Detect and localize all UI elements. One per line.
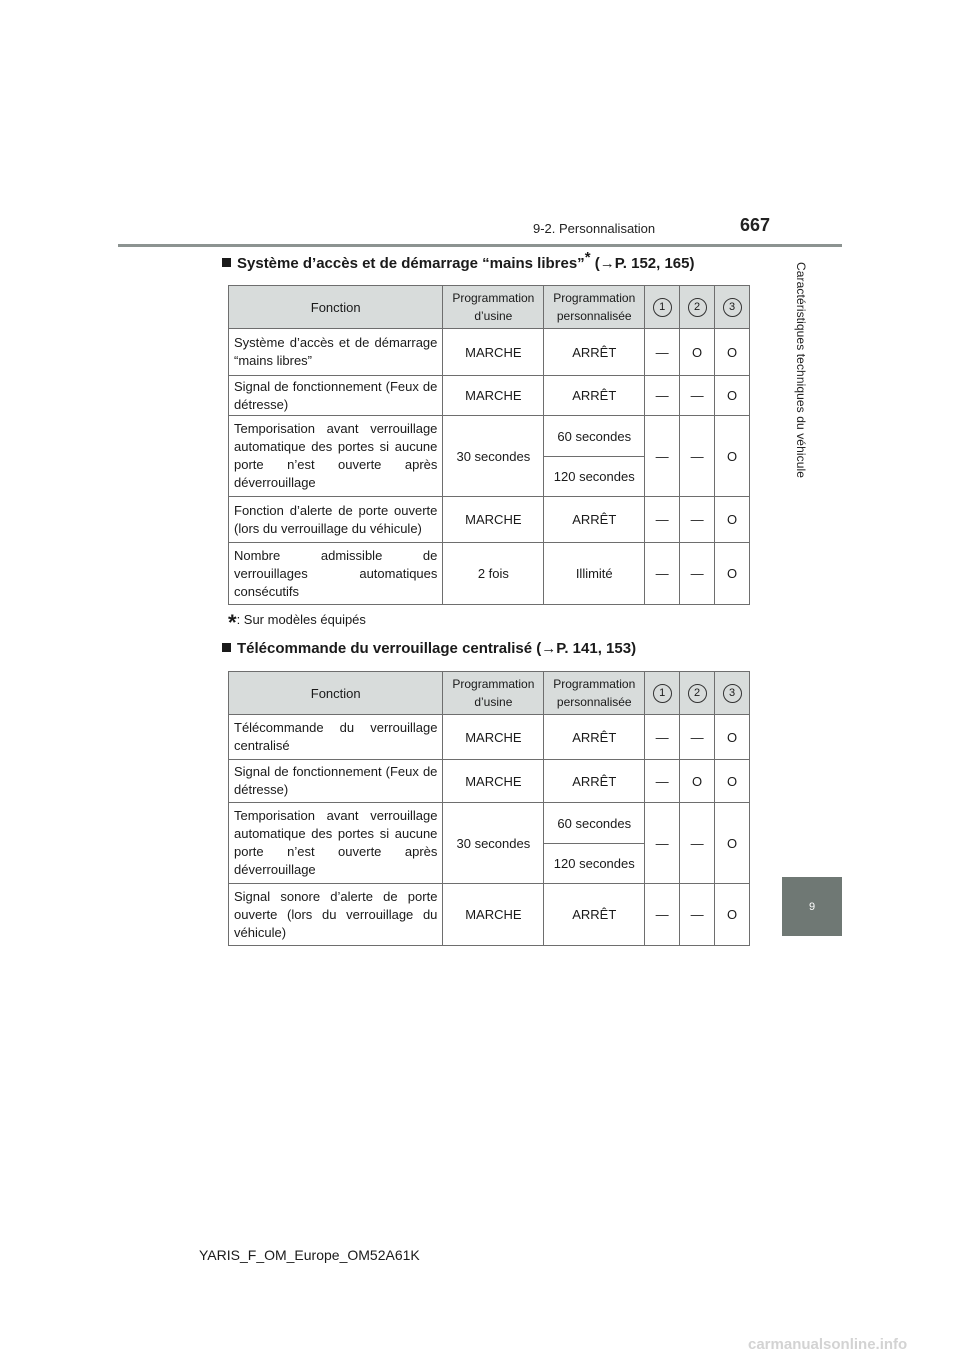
cell-method-3: O	[715, 884, 750, 946]
cell-method-3: O	[715, 329, 750, 376]
column-header-3	[715, 672, 750, 715]
cell-factory: MARCHE	[443, 715, 544, 760]
cell-method-3: O	[715, 803, 750, 884]
cell-method-2: —	[680, 416, 715, 497]
cell-method-3: O	[715, 376, 750, 416]
header-divider	[118, 244, 842, 247]
cell-method-3: O	[715, 760, 750, 803]
cell-method-1: —	[645, 416, 680, 497]
section-title-remote-keyless	[222, 640, 636, 657]
section-title-text: Système d’accès et de démarrage “mains libres”	[237, 255, 585, 272]
cell-custom: ARRÊT	[544, 329, 645, 376]
cell-custom: Illimité	[544, 543, 645, 605]
cell-function: Système d’accès et de démarrage “mains libres”	[229, 329, 443, 376]
table-row	[229, 543, 750, 605]
cell-method-2: —	[680, 543, 715, 605]
footnote	[228, 610, 366, 635]
cell-custom: 60 secondes	[544, 803, 645, 844]
table-row	[229, 803, 750, 844]
cell-factory: MARCHE	[443, 497, 544, 543]
cell-factory: 30 secondes	[443, 416, 544, 497]
settings-table-remote-keyless	[228, 671, 750, 946]
settings-table-smart-entry	[228, 285, 750, 605]
bullet-square-icon	[222, 643, 231, 652]
column-header-custom: Programmation personnalisée	[544, 286, 645, 329]
circled-number-2: 2	[688, 298, 707, 317]
cell-factory: MARCHE	[443, 760, 544, 803]
cell-factory: 30 secondes	[443, 803, 544, 884]
table-row	[229, 329, 750, 376]
column-header-1	[645, 286, 680, 329]
cell-method-1: —	[645, 329, 680, 376]
table-header-row	[229, 672, 750, 715]
cell-method-2: —	[680, 376, 715, 416]
column-header-function: Fonction	[229, 286, 443, 329]
page-reference: (→P. 152, 165)	[590, 255, 695, 272]
column-header-1	[645, 672, 680, 715]
cell-custom: 120 secondes	[544, 844, 645, 884]
column-header-3	[715, 286, 750, 329]
footnote-text: : Sur modèles équipés	[236, 612, 366, 627]
cell-method-2: —	[680, 884, 715, 946]
footnote-mark: *	[584, 249, 591, 266]
section-title-text: Télécommande du verrouillage centralisé	[237, 640, 533, 657]
chapter-tab[interactable]: 9	[782, 877, 842, 936]
cell-factory: MARCHE	[443, 884, 544, 946]
page-reference: (→P. 141, 153)	[532, 640, 637, 657]
cell-custom: ARRÊT	[544, 497, 645, 543]
cell-method-2: —	[680, 497, 715, 543]
cell-custom: ARRÊT	[544, 715, 645, 760]
cell-method-1: —	[645, 803, 680, 884]
circled-number-1: 1	[653, 298, 672, 317]
column-header-2	[680, 286, 715, 329]
cell-factory: MARCHE	[443, 376, 544, 416]
cell-function: Fonction d’alerte de porte ouverte (lors du verrouillage du véhicule)	[229, 497, 443, 543]
cell-function: Signal de fonctionnement (Feux de détresse)	[229, 376, 443, 416]
page-number: 667	[740, 215, 771, 235]
cell-method-1: —	[645, 884, 680, 946]
document-footer: YARIS_F_OM_Europe_OM52A61K	[199, 1247, 420, 1263]
section-header: 9-2. Personnalisation	[533, 221, 656, 236]
cell-method-1: —	[645, 376, 680, 416]
circled-number-2: 2	[688, 684, 707, 703]
cell-function: Temporisation avant verrouillage automatique des portes si aucune porte n’est ouverte après déverrouillage	[229, 416, 443, 497]
cell-method-2: O	[680, 760, 715, 803]
cell-custom: ARRÊT	[544, 884, 645, 946]
circled-number-3: 3	[723, 684, 742, 703]
column-header-custom: Programmation personnalisée	[544, 672, 645, 715]
table-row	[229, 376, 750, 416]
column-header-factory: Programmation d’usine	[443, 672, 544, 715]
cell-custom: ARRÊT	[544, 376, 645, 416]
cell-function: Télécommande du verrouillage centralisé	[229, 715, 443, 760]
cell-method-2: —	[680, 715, 715, 760]
cell-method-1: —	[645, 497, 680, 543]
cell-method-1: —	[645, 543, 680, 605]
table-row	[229, 715, 750, 760]
table-row	[229, 760, 750, 803]
table-row	[229, 416, 750, 457]
cell-factory: 2 fois	[443, 543, 544, 605]
column-header-function: Fonction	[229, 672, 443, 715]
cell-method-3: O	[715, 497, 750, 543]
bullet-square-icon	[222, 258, 231, 267]
cell-method-1: —	[645, 760, 680, 803]
cell-custom: ARRÊT	[544, 760, 645, 803]
cell-function: Nombre admissible de verrouillages automatiques consécutifs	[229, 543, 443, 605]
cell-function: Signal de fonctionnement (Feux de détresse)	[229, 760, 443, 803]
cell-custom: 120 secondes	[544, 457, 645, 497]
chapter-side-label: Caractéristiques techniques du véhicule	[794, 262, 808, 479]
cell-method-3: O	[715, 715, 750, 760]
cell-factory: MARCHE	[443, 329, 544, 376]
cell-function: Temporisation avant verrouillage automatique des portes si aucune porte n’est ouverte après déverrouillage	[229, 803, 443, 884]
cell-method-1: —	[645, 715, 680, 760]
cell-method-2: —	[680, 803, 715, 884]
cell-method-3: O	[715, 543, 750, 605]
footnote-star: *	[228, 610, 237, 635]
table-header-row	[229, 286, 750, 329]
cell-function: Signal sonore d’alerte de porte ouverte (lors du verrouillage du véhicule)	[229, 884, 443, 946]
section-title-smart-entry	[222, 249, 695, 272]
cell-method-2: O	[680, 329, 715, 376]
table-row	[229, 884, 750, 946]
table-row	[229, 497, 750, 543]
watermark: carmanualsonline.info	[748, 1336, 908, 1353]
circled-number-3: 3	[723, 298, 742, 317]
column-header-factory: Programmation d’usine	[443, 286, 544, 329]
circled-number-1: 1	[653, 684, 672, 703]
column-header-2	[680, 672, 715, 715]
cell-custom: 60 secondes	[544, 416, 645, 457]
cell-method-3: O	[715, 416, 750, 497]
